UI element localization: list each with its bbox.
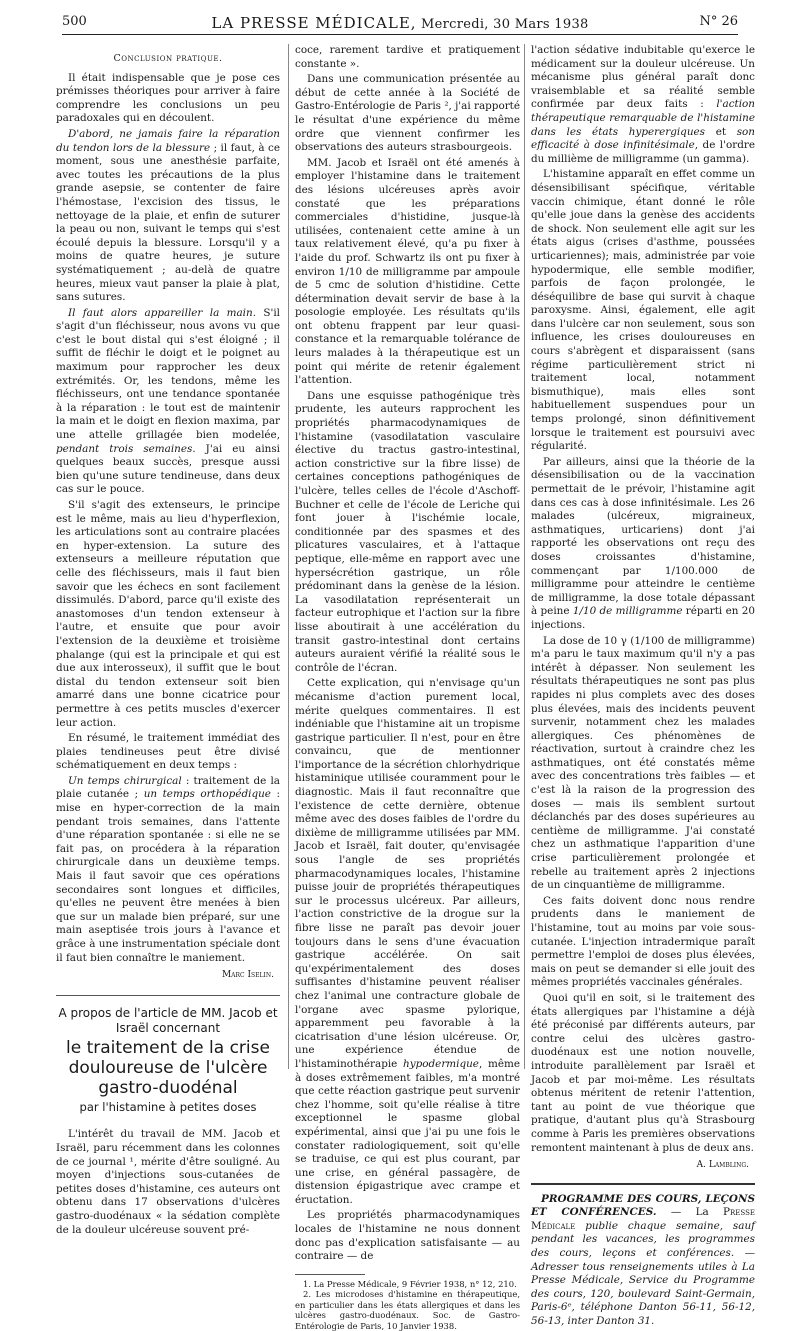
paragraph: S'il s'agit des extenseurs, le principe est le même, mais au lieu d'hyperflexion, les articulations sont au contraire placées en hyper-extension. La suture des extenseurs a meilleure réputation que celle des fléchisseurs, mais il faut bien savoir que les échecs en sont facilement dissimulés. D'abord, parce qu'il existe des anastomoses d'un tendon extenseur à l'autre, et ensuite que pour avoir l'extension de la deuxième et troisième phalange (qui est la principale et qui est due aux interosseux), il suffit que le bout distal du tendon extenseur soit bien amarré dans une bonne cicatrice pour permettre à ces petits muscles d'exercer leur action. — [56, 499, 280, 729]
paragraph: En résumé, le traitement immédiat des plaies tendineuses peut être divisé schématiquement en deux temps : — [56, 732, 280, 772]
paragraph: D'abord, ne jamais faire la réparation du tendon lors de la blessure ; il faut, à ce moment, sous une anesthésie parfaite, avec toutes les précautions de la plus grande asepsie, se contenter de faire l'hémostase, l'excision des tissus, le nettoyage de la plaie, et enfin de suturer la peau ou non, suivant le temps qui s'est écoulé depuis la blessure. Lorsqu'il y a moins de quatre heures, je suture systématiquement ; au-delà de quatre heures, mieux vaut panser la plaie à plat, sans sutures. — [56, 127, 280, 304]
footnote-separator — [295, 1274, 365, 1275]
journal-name: LA PRESSE MÉDICALE, — [211, 14, 417, 32]
notice-separator — [531, 1183, 755, 1185]
footnote: 1. La Presse Médicale, 9 Février 1938, n° 12, 210. — [303, 1278, 517, 1289]
page-header — [62, 14, 738, 35]
paragraph: Il était indispensable que je pose ces prémisses théoriques pour arriver à faire comprendre les conclusions un peu paradoxales qui en découlent. — [56, 71, 280, 125]
paragraph: Dans une communication présentée au début de cette année à la Société de Gastro-Entérologie de Paris ², j'ai rapporté le résultat d'une expérience du même ordre que viennent confirmer les observations des auteurs strasbourgeois. — [295, 73, 520, 154]
issue-number: N° 26 — [699, 14, 738, 29]
paragraph: Il faut alors appareiller la main. S'il s'agit d'un fléchisseur, nous avons vu que c'est le bout distal qui s'est éloigné ; il suffit de fléchir le doigt et le poignet au maximum pour rapprocher les deux extrémités. Or, les tendons, même les fléchisseurs, ont une tendance spontanée à la réparation : le tout est de maintenir la main et le doigt en flexion maxima, par une attelle grillagée bien modelée, pendant trois semaines. J'ai eu ainsi quelques beaux succès, presque aussi bien qu'une suture tendineuse, dans deux cas sur le pouce. — [56, 306, 280, 496]
paragraph: MM. Jacob et Israël ont été amenés à employer l'histamine dans le traitement des lésions ulcéreuses après avoir constaté que les préparations commerciales d'histidine, jusque-là utilisées, contenaient cette amine à un taux relativement élevé, qu'a pu fixer à l'aide du prof. Schwartz ils ont pu fixer à environ 1/10 de milligramme par ampoule de 5 cmc de solution d'histidine. Cette détermination devait servir de base à la posologie employée. Les résultats qu'ils ont obtenu frappent par leur quasi-constance et la remarquable tolérance de leurs malades à la thérapeutique est un point qui mérite de retenir également l'attention. — [295, 156, 520, 387]
article-intro: A propos de l'article de MM. Jacob et Israël concernant — [58, 1005, 278, 1035]
course-program-notice: PROGRAMME DES COURS, LEÇONS ET CONFÉRENCES. — La Presse Médicale publie chaque semaine, sauf pendant les vacances, les programmes des cours, leçons et conférences. — Adresser tous renseignements utiles à La Presse Médicale, Service du Programme des cours, 120, boulevard Saint-Germain, Paris-6ᵉ, téléphone Danton 56-11, 56-12, 56-13, inter Danton 31. — [531, 1192, 755, 1328]
paragraph: L'histamine apparaît en effet comme un désensibilisant spécifique, véritable vaccin chimique, étant donné le rôle qu'elle joue dans la genèse des accidents de shock. Non seulement elle agit sur les états aigus (crises d'asthme, poussées urticariennes); mais, administrée par voie hypodermique, elle semble modifier, parfois de façon prolongée, le déséquilibre de base qui survit à chaque paroxysme. Ainsi, également, elle agit dans l'ulcère car non seulement, sous son influence, les crises douloureuses en cours s'abrègent et disparaissent (sans régime particulièrement strict ni traitement local, notamment bismuthique), mais elles sont habituellement suspendues pour un temps prolongé, sinon définitivement lorsque le traitement est poursuivi avec régularité. — [531, 168, 755, 453]
column-middle — [288, 44, 520, 1331]
column-left — [56, 44, 281, 1236]
paragraph: l'action sédative indubitable qu'exerce le médicament sur la douleur ulcéreuse. Un mécanisme plus général paraît donc vraisemblable et sa réalité semble confirmée par deux faits : l'action thérapeutique remarquable de l'histamine dans les états hyperergiques et son efficacité à dose infinitésimale, de l'ordre du millième de milligramme (un gamma). — [531, 44, 755, 165]
author-signature: A. Lambling. — [696, 1160, 749, 1171]
paragraph: La dose de 10 γ (1/100 de milligramme) m'a paru le taux maximum qu'il n'y a pas intérêt à dépasser. Non seulement les résultats thérapeutiques ne sont pas plus rapides ni plus complets avec des doses plus élevées, mais des incidents peuvent survenir, notamment chez les malades allergiques. Ces phénomènes de réactivation, surtout à craindre chez les asthmatiques, ont été constatés même avec des concentrations très faibles — et c'est là la raison de la progression des doses — mais ils semblent surtout déclanchés par des doses supérieures au centième de milligramme. J'ai constaté chez un asthmatique l'apparition d'une crise particulièrement prolongée et rebelle au traitement après 2 injections de un cinquantième de milligramme. — [531, 634, 755, 892]
author-signature: Marc Iselin. — [221, 970, 274, 981]
paragraph: Cette explication, qui n'envisage qu'un mécanisme d'action purement local, mérite quelques commentaires. Il est indéniable que l'histamine ait un tropisme gastrique particulier. Il n'est, pour en être convaincu, que de mentionner l'importance de la sécrétion chlorhydrique histaminique utilisée couramment pour le diagnostic. Mais il faut reconnaître que l'existence de cette dernière, obtenue même avec des doses faibles de l'ordre du dixième de milligramme utilisées par MM. Jacob et Israël, fait douter, qu'envisagée sous l'angle de ses propriétés pharmacodynamiques locales, l'histamine puisse jouir de propriétés thérapeutiques sur le processus ulcéreux. Par ailleurs, l'action constrictive de la drogue sur la fibre lisse ne paraît pas devoir jouer toujours dans le sens d'une évacuation gastrique accélérée. On sait qu'expérimentalement des doses suffisantes d'histamine peuvent réaliser chez l'animal une contracture globale de l'organe avec spasme pylorique, apparemment peu favorable à la cicatrisation d'une lésion ulcéreuse. Or, une expérience étendue de l'histaminothérapie hypodermique, même à doses extrêmement faibles, m'a montré que cette réaction gastrique peut survenir chez l'homme, soit qu'elle réalise à titre exceptionnel le spasme global expérimental, ainsi que j'ai pu une fois le constater radiologiquement, soit qu'elle se traduise, ce qui est plus courant, par une crise, en général passagère, de distension épigastrique avec crampe et éructation. — [295, 677, 520, 1206]
issue-date: Mercredi, 30 Mars 1938 — [421, 17, 589, 32]
article-subtitle: par l'histamine à petites doses — [79, 1099, 257, 1114]
article-separator — [56, 995, 280, 996]
page-number: 500 — [62, 14, 87, 29]
paragraph: L'intérêt du travail de MM. Jacob et Israël, paru récemment dans les colonnes de ce journal ¹, mérite d'être souligné. Au moyen d'injections sous-cutanées de petites doses d'histamine, ces auteurs ont obtenu dans 17 observations d'ulcères gastro-duodénaux « la sédation complète de la douleur ulcéreuse souvent pré- — [56, 1128, 280, 1236]
paragraph: Les propriétés pharmacodynamiques locales de l'histamine ne nous donnent donc pas d'explication satisfaisante — au contraire — de — [295, 1209, 520, 1263]
footnote: 2. Les microdoses d'histamine en thérapeutique, en particulier dans les états allergiques et dans les ulcères gastro-duodénaux. Soc. de Gastro-Entérologie de Paris, 10 Janvier 1938. — [295, 1289, 520, 1331]
paragraph: Par ailleurs, ainsi que la théorie de la désensibilisation ou de la vaccination permettait de le prévoir, l'histamine agit dans ces cas à dose infinitésimale. Les 26 malades (ulcéreux, migraineux, asthmatiques, urticariens) dont j'ai rapporté les observations ont reçu des doses croissantes d'histamine, commençant par 1/100.000 de milligramme pour atteindre le centième de milligramme, la dose totale dépassant à peine 1/10 de milligramme réparti en 20 injections. — [531, 455, 755, 631]
paragraph: Un temps chirurgical : traitement de la plaie cutanée ; un temps orthopédique : mise en hyper-correction de la main pendant trois semaines, dans l'attente d'une réparation spontanée : si elle ne se fait pas, on procédera à la réparation chirurgicale dans un deuxième temps. Mais il faut savoir que ces opérations secondaires sont longues et difficiles, qu'elles ne peuvent être menées à bien que sur un malade bien préparé, sur une main aseptisée trois jours à l'avance et grâce à une instrumentation spéciale dont il faut bien connaître le maniement. — [56, 774, 281, 964]
journal-header — [62, 14, 738, 32]
paragraph: Ces faits doivent donc nous rendre prudents dans le maniement de l'histamine, tout au moins par voie sous-cutanée. L'injection intradermique paraît permettre l'emploi de doses plus élevées, mais on peut se demander si elle jouit des mêmes propriétés vaccinales générales. — [531, 894, 755, 989]
paragraph: Dans une esquisse pathogénique très prudente, les auteurs rapprochent les propriétés pharmacodynamiques de l'histamine (vasodilatation vasculaire élective du tractus gastro-intestinal, action constrictive sur la fibre lisse) de certaines conceptions pathogéniques de l'ulcère, telles celles de l'école d'Aschoff-Buchner et celle de l'école de Leriche qui font jouer à l'ischémie locale, conditionnée par des spasmes et des plicatures vasculaires, et à l'attaque peptique, elle-même en rapport avec une hypersécrétion gastrique, un rôle prédominant dans la genèse de la lésion. La vasodilatation représenterait un facteur eutrophique et l'action sur la fibre lisse aboutirait à une accélération du transit gastro-intestinal dont certains auteurs auraient vérifié la réalité sous le contrôle de l'écran. — [295, 389, 520, 674]
column-right — [524, 44, 755, 1328]
article-title: le traitement de la crise douloureuse de l'ulcère gastro-duodénal — [66, 1037, 270, 1098]
paragraph: Quoi qu'il en soit, si le traitement des états allergiques par l'histamine a déjà été préconisé par différents auteurs, par contre celui des ulcères gastro-duodénaux est une notion nouvelle, introduite parallèlement par Israël et Jacob et par moi-même. Les résultats obtenus méritent de retenir l'attention, tant au point de vue théorique que pratique, d'autant plus qu'à Strasbourg comme à Paris les premières observations remontent maintenant à plus de deux ans. — [531, 991, 755, 1154]
paragraph: coce, rarement tardive et pratiquement constante ». — [295, 44, 520, 70]
section-title: Conclusion pratique. — [113, 53, 223, 64]
